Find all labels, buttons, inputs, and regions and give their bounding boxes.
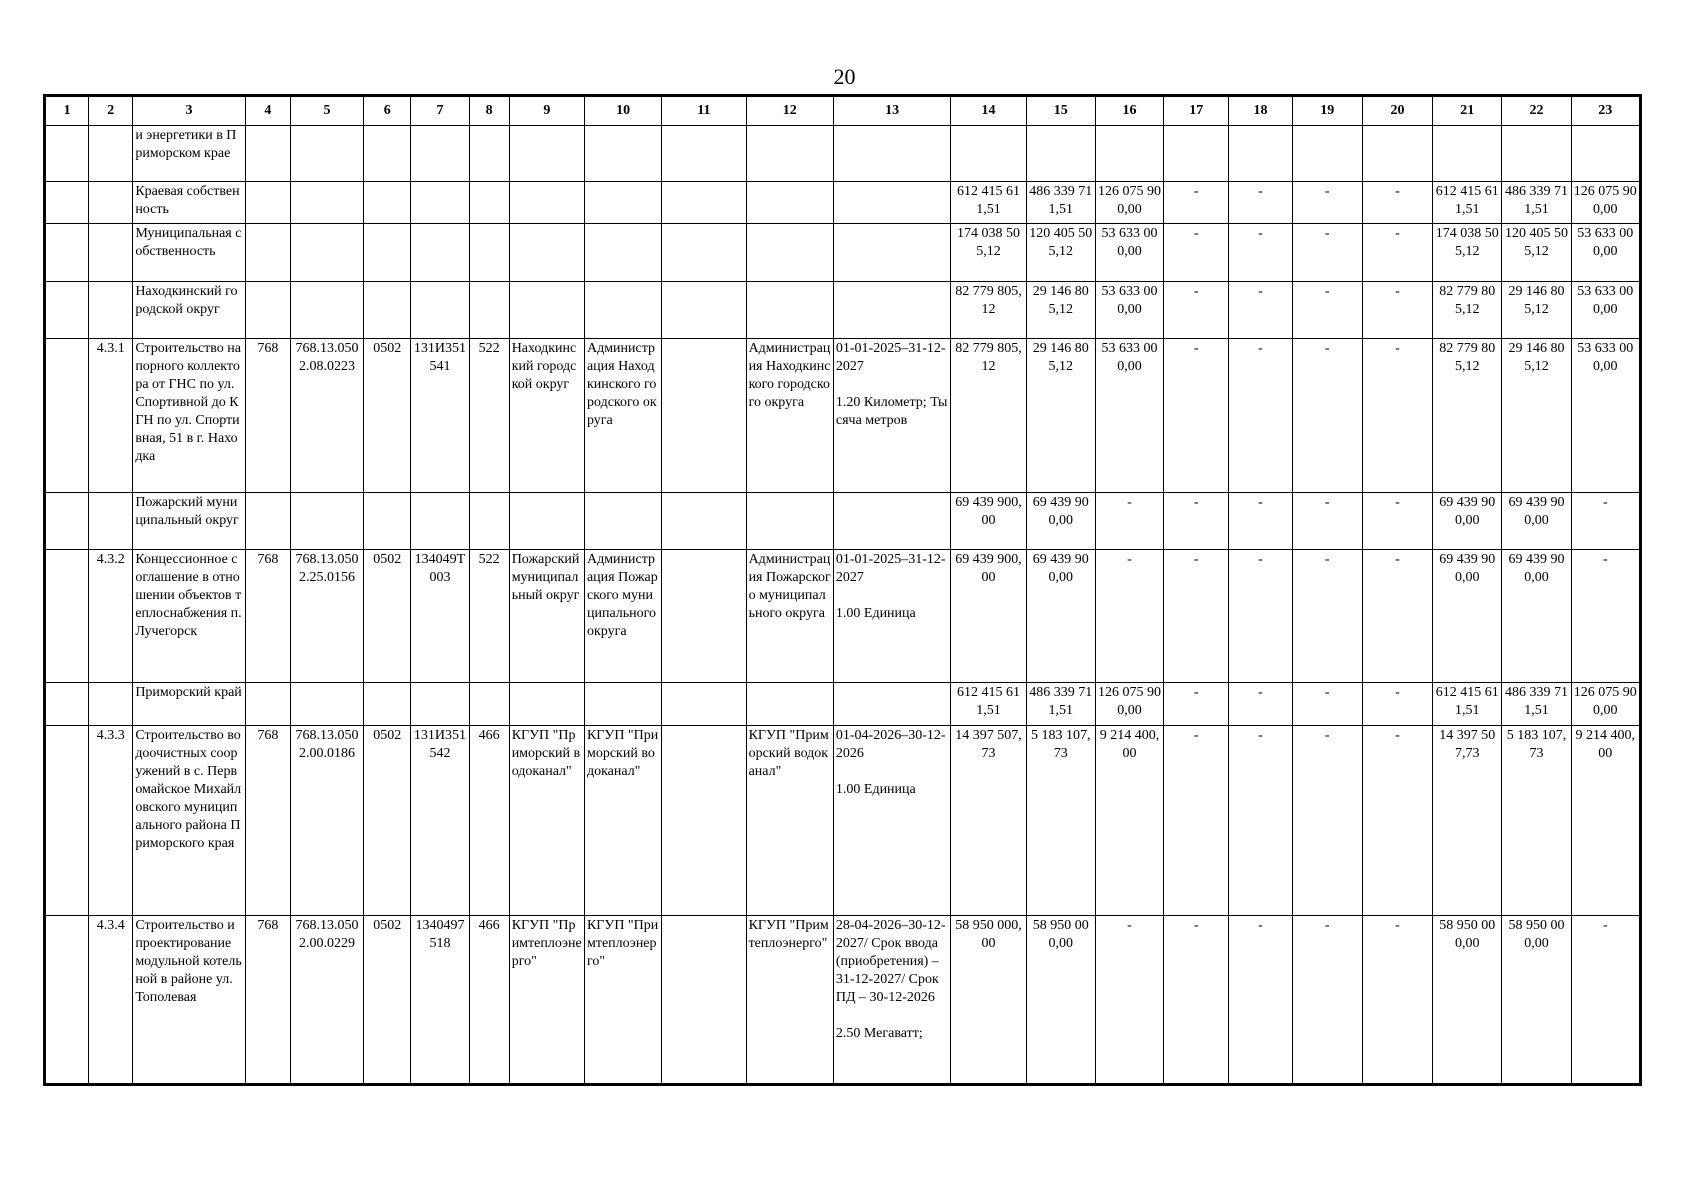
- cell-col-14: 14 397 507,73: [951, 725, 1026, 916]
- cell-col-17: [1164, 126, 1229, 182]
- column-header-22: 22: [1502, 96, 1571, 126]
- table-row: [45, 339, 1641, 493]
- cell-col-10: Администрация Находкинского городского округа: [584, 339, 661, 493]
- cell-col-18: -: [1229, 550, 1292, 683]
- cell-col-3: и энергетики в Приморском крае: [133, 126, 245, 182]
- cell-col-1: [45, 550, 89, 683]
- cell-col-12: [746, 126, 833, 182]
- cell-col-16: [1095, 126, 1163, 182]
- cell-col-19: -: [1292, 550, 1362, 683]
- cell-col-22: 58 950 000,00: [1502, 916, 1571, 1085]
- cell-col-23: -: [1571, 550, 1640, 683]
- cell-col-23: 126 075 900,00: [1571, 182, 1640, 224]
- cell-col-1: [45, 126, 89, 182]
- cell-col-13: 01-04-2026–30-12-2026 1.00 Единица: [833, 725, 950, 916]
- cell-col-4: 768: [245, 916, 290, 1085]
- column-header-10: 10: [584, 96, 661, 126]
- column-header-3: 3: [133, 96, 245, 126]
- cell-col-3: Концессионное соглашение в отношении объектов теплоснабжения п. Лучегорск: [133, 550, 245, 683]
- cell-col-7: 131И351541: [411, 339, 469, 493]
- column-header-7: 7: [411, 96, 469, 126]
- cell-col-4: [245, 182, 290, 224]
- cell-col-20: -: [1362, 339, 1432, 493]
- table-row: [45, 916, 1641, 1085]
- cell-col-1: [45, 224, 89, 281]
- cell-col-14: 58 950 000,00: [951, 916, 1026, 1085]
- column-header-13: 13: [833, 96, 950, 126]
- cell-col-19: -: [1292, 281, 1362, 338]
- cell-col-17: -: [1164, 550, 1229, 683]
- page-number: 20: [833, 64, 856, 89]
- cell-col-9: Пожарский муниципальный округ: [509, 550, 584, 683]
- cell-col-3: Пожарский муниципальный округ: [133, 492, 245, 549]
- cell-col-13: [833, 224, 950, 281]
- cell-col-4: [245, 683, 290, 725]
- cell-col-22: 29 146 805,12: [1502, 339, 1571, 493]
- cell-col-11: [662, 339, 746, 493]
- cell-col-8: [469, 281, 509, 338]
- cell-col-21: 69 439 900,00: [1433, 492, 1502, 549]
- table-row: [45, 182, 1641, 224]
- cell-col-23: 53 633 000,00: [1571, 339, 1640, 493]
- cell-col-19: -: [1292, 725, 1362, 916]
- cell-col-6: 0502: [364, 916, 411, 1085]
- cell-col-20: -: [1362, 224, 1432, 281]
- cell-col-18: -: [1229, 492, 1292, 549]
- table-row: [45, 281, 1641, 338]
- cell-col-7: [411, 182, 469, 224]
- cell-col-14: 69 439 900,00: [951, 492, 1026, 549]
- table-row: [45, 550, 1641, 683]
- cell-col-16: 53 633 000,00: [1095, 339, 1163, 493]
- cell-col-2: 4.3.3: [89, 725, 133, 916]
- cell-col-6: [364, 492, 411, 549]
- cell-col-3: Краевая собственность: [133, 182, 245, 224]
- cell-col-11: [662, 683, 746, 725]
- cell-col-3: Строительство напорного коллектора от ГНС по ул. Спортивной до КГН по ул. Спортивная, 51 в г. Находка: [133, 339, 245, 493]
- cell-col-6: 0502: [364, 725, 411, 916]
- cell-col-15: 58 950 000,00: [1026, 916, 1095, 1085]
- cell-col-1: [45, 182, 89, 224]
- table-row: [45, 725, 1641, 916]
- cell-col-13: 28-04-2026–30-12-2027/ Срок ввода (приобретения) – 31-12-2027/ Срок ПД – 30-12-2026 2.50 Мегаватт;: [833, 916, 950, 1085]
- cell-col-17: -: [1164, 182, 1229, 224]
- cell-col-15: 69 439 900,00: [1026, 492, 1095, 549]
- cell-col-4: 768: [245, 339, 290, 493]
- cell-col-11: [662, 550, 746, 683]
- column-header-18: 18: [1229, 96, 1292, 126]
- cell-col-4: [245, 492, 290, 549]
- cell-col-6: [364, 182, 411, 224]
- cell-col-10: [584, 492, 661, 549]
- cell-col-12: [746, 224, 833, 281]
- cell-col-19: -: [1292, 492, 1362, 549]
- cell-col-12: Администрация Находкинского городского округа: [746, 339, 833, 493]
- cell-col-21: 58 950 000,00: [1433, 916, 1502, 1085]
- cell-col-2: [89, 281, 133, 338]
- cell-col-16: 9 214 400,00: [1095, 725, 1163, 916]
- cell-col-5: [290, 126, 363, 182]
- cell-col-9: Находкинский городской округ: [509, 339, 584, 493]
- cell-col-3: Приморский край: [133, 683, 245, 725]
- cell-col-13: [833, 492, 950, 549]
- cell-col-7: 1340497518: [411, 916, 469, 1085]
- cell-col-7: [411, 683, 469, 725]
- cell-col-23: 53 633 000,00: [1571, 224, 1640, 281]
- cell-col-17: -: [1164, 683, 1229, 725]
- cell-col-22: 29 146 805,12: [1502, 281, 1571, 338]
- cell-col-1: [45, 339, 89, 493]
- column-header-23: 23: [1571, 96, 1640, 126]
- cell-col-8: 522: [469, 550, 509, 683]
- cell-col-11: [662, 492, 746, 549]
- cell-col-2: [89, 224, 133, 281]
- cell-col-10: КГУП "Приморский водоканал": [584, 725, 661, 916]
- column-header-16: 16: [1095, 96, 1163, 126]
- column-header-12: 12: [746, 96, 833, 126]
- cell-col-7: [411, 281, 469, 338]
- cell-col-17: -: [1164, 339, 1229, 493]
- cell-col-2: 4.3.2: [89, 550, 133, 683]
- cell-col-16: -: [1095, 550, 1163, 683]
- cell-col-4: 768: [245, 550, 290, 683]
- cell-col-5: 768.13.0502.00.0186: [290, 725, 363, 916]
- cell-col-8: [469, 126, 509, 182]
- cell-col-1: [45, 492, 89, 549]
- cell-col-19: -: [1292, 339, 1362, 493]
- table-row: [45, 683, 1641, 725]
- cell-col-9: [509, 126, 584, 182]
- cell-col-5: 768.13.0502.08.0223: [290, 339, 363, 493]
- cell-col-8: [469, 182, 509, 224]
- cell-col-18: -: [1229, 725, 1292, 916]
- cell-col-6: [364, 683, 411, 725]
- cell-col-17: -: [1164, 725, 1229, 916]
- cell-col-22: [1502, 126, 1571, 182]
- cell-col-10: [584, 281, 661, 338]
- column-header-1: 1: [45, 96, 89, 126]
- cell-col-15: 486 339 711,51: [1026, 182, 1095, 224]
- cell-col-16: -: [1095, 916, 1163, 1085]
- table-row: [45, 126, 1641, 182]
- cell-col-20: -: [1362, 550, 1432, 683]
- cell-col-18: -: [1229, 339, 1292, 493]
- cell-col-5: [290, 182, 363, 224]
- cell-col-18: -: [1229, 182, 1292, 224]
- cell-col-14: 612 415 611,51: [951, 182, 1026, 224]
- cell-col-6: [364, 126, 411, 182]
- cell-col-15: 120 405 505,12: [1026, 224, 1095, 281]
- column-header-20: 20: [1362, 96, 1432, 126]
- cell-col-6: [364, 224, 411, 281]
- cell-col-1: [45, 281, 89, 338]
- cell-col-21: 174 038 505,12: [1433, 224, 1502, 281]
- cell-col-2: [89, 492, 133, 549]
- cell-col-23: 126 075 900,00: [1571, 683, 1640, 725]
- cell-col-16: 126 075 900,00: [1095, 182, 1163, 224]
- cell-col-3: Строительство и проектирование модульной котельной в районе ул. Тополевая: [133, 916, 245, 1085]
- cell-col-12: [746, 492, 833, 549]
- cell-col-1: [45, 725, 89, 916]
- cell-col-14: 69 439 900,00: [951, 550, 1026, 683]
- cell-col-13: [833, 683, 950, 725]
- cell-col-5: [290, 281, 363, 338]
- cell-col-3: Находкинский городской округ: [133, 281, 245, 338]
- column-header-8: 8: [469, 96, 509, 126]
- cell-col-8: [469, 224, 509, 281]
- cell-col-15: [1026, 126, 1095, 182]
- cell-col-23: 9 214 400,00: [1571, 725, 1640, 916]
- cell-col-11: [662, 224, 746, 281]
- cell-col-4: [245, 281, 290, 338]
- cell-col-2: [89, 126, 133, 182]
- cell-col-19: -: [1292, 224, 1362, 281]
- cell-col-7: [411, 224, 469, 281]
- column-header-2: 2: [89, 96, 133, 126]
- cell-col-9: [509, 492, 584, 549]
- cell-col-10: КГУП "Примтеплоэнерго": [584, 916, 661, 1085]
- cell-col-19: -: [1292, 683, 1362, 725]
- cell-col-21: 82 779 805,12: [1433, 281, 1502, 338]
- cell-col-14: 174 038 505,12: [951, 224, 1026, 281]
- column-header-6: 6: [364, 96, 411, 126]
- cell-col-22: 69 439 900,00: [1502, 550, 1571, 683]
- cell-col-8: 466: [469, 916, 509, 1085]
- cell-col-6: 0502: [364, 550, 411, 683]
- cell-col-6: [364, 281, 411, 338]
- cell-col-18: -: [1229, 224, 1292, 281]
- cell-col-12: КГУП "Приморский водоканал": [746, 725, 833, 916]
- cell-col-22: 120 405 505,12: [1502, 224, 1571, 281]
- cell-col-14: 612 415 611,51: [951, 683, 1026, 725]
- cell-col-19: [1292, 126, 1362, 182]
- cell-col-13: [833, 182, 950, 224]
- cell-col-10: [584, 126, 661, 182]
- column-header-19: 19: [1292, 96, 1362, 126]
- cell-col-22: 69 439 900,00: [1502, 492, 1571, 549]
- cell-col-21: 69 439 900,00: [1433, 550, 1502, 683]
- cell-col-21: 82 779 805,12: [1433, 339, 1502, 493]
- cell-col-10: [584, 683, 661, 725]
- cell-col-9: [509, 683, 584, 725]
- cell-col-8: [469, 683, 509, 725]
- cell-col-15: 69 439 900,00: [1026, 550, 1095, 683]
- table-row: [45, 492, 1641, 549]
- cell-col-20: -: [1362, 492, 1432, 549]
- cell-col-5: [290, 492, 363, 549]
- cell-col-22: 486 339 711,51: [1502, 683, 1571, 725]
- cell-col-12: [746, 281, 833, 338]
- cell-col-9: [509, 224, 584, 281]
- cell-col-4: 768: [245, 725, 290, 916]
- cell-col-15: 29 146 805,12: [1026, 281, 1095, 338]
- cell-col-15: 486 339 711,51: [1026, 683, 1095, 725]
- table-row: [45, 224, 1641, 281]
- cell-col-23: -: [1571, 492, 1640, 549]
- header-row: [45, 96, 1641, 126]
- cell-col-16: -: [1095, 492, 1163, 549]
- cell-col-21: 612 415 611,51: [1433, 683, 1502, 725]
- cell-col-16: 53 633 000,00: [1095, 281, 1163, 338]
- cell-col-13: [833, 126, 950, 182]
- cell-col-6: 0502: [364, 339, 411, 493]
- cell-col-9: КГУП "Примтеплоэнерго": [509, 916, 584, 1085]
- cell-col-11: [662, 725, 746, 916]
- cell-col-21: 14 397 507,73: [1433, 725, 1502, 916]
- cell-col-22: 5 183 107,73: [1502, 725, 1571, 916]
- cell-col-20: -: [1362, 182, 1432, 224]
- cell-col-1: [45, 683, 89, 725]
- cell-col-8: 466: [469, 725, 509, 916]
- cell-col-14: 82 779 805,12: [951, 281, 1026, 338]
- cell-col-9: [509, 281, 584, 338]
- column-header-17: 17: [1164, 96, 1229, 126]
- cell-col-17: -: [1164, 224, 1229, 281]
- cell-col-17: -: [1164, 492, 1229, 549]
- column-header-14: 14: [951, 96, 1026, 126]
- cell-col-7: 134049Т003: [411, 550, 469, 683]
- cell-col-7: 131И351542: [411, 725, 469, 916]
- cell-col-19: -: [1292, 182, 1362, 224]
- cell-col-1: [45, 916, 89, 1085]
- cell-col-15: 5 183 107,73: [1026, 725, 1095, 916]
- cell-col-13: 01-01-2025–31-12-2027 1.00 Единица: [833, 550, 950, 683]
- column-header-11: 11: [662, 96, 746, 126]
- cell-col-3: Муниципальная собственность: [133, 224, 245, 281]
- cell-col-11: [662, 182, 746, 224]
- column-header-4: 4: [245, 96, 290, 126]
- program-table: [43, 94, 1642, 1086]
- cell-col-10: Администрация Пожарского муниципального округа: [584, 550, 661, 683]
- cell-col-2: 4.3.1: [89, 339, 133, 493]
- cell-col-23: -: [1571, 916, 1640, 1085]
- cell-col-17: -: [1164, 281, 1229, 338]
- cell-col-18: -: [1229, 916, 1292, 1085]
- cell-col-14: [951, 126, 1026, 182]
- column-header-9: 9: [509, 96, 584, 126]
- cell-col-4: [245, 224, 290, 281]
- cell-col-14: 82 779 805,12: [951, 339, 1026, 493]
- cell-col-16: 53 633 000,00: [1095, 224, 1163, 281]
- cell-col-20: -: [1362, 725, 1432, 916]
- cell-col-10: [584, 224, 661, 281]
- cell-col-18: -: [1229, 683, 1292, 725]
- cell-col-11: [662, 916, 746, 1085]
- cell-col-5: 768.13.0502.00.0229: [290, 916, 363, 1085]
- cell-col-4: [245, 126, 290, 182]
- cell-col-15: 29 146 805,12: [1026, 339, 1095, 493]
- cell-col-5: 768.13.0502.25.0156: [290, 550, 363, 683]
- cell-col-7: [411, 492, 469, 549]
- table-body: [45, 126, 1641, 1085]
- cell-col-12: Администрация Пожарского муниципального округа: [746, 550, 833, 683]
- cell-col-5: [290, 683, 363, 725]
- column-header-21: 21: [1433, 96, 1502, 126]
- cell-col-20: -: [1362, 916, 1432, 1085]
- cell-col-18: [1229, 126, 1292, 182]
- cell-col-18: -: [1229, 281, 1292, 338]
- cell-col-19: -: [1292, 916, 1362, 1085]
- cell-col-9: [509, 182, 584, 224]
- cell-col-16: 126 075 900,00: [1095, 683, 1163, 725]
- cell-col-23: [1571, 126, 1640, 182]
- cell-col-20: [1362, 126, 1432, 182]
- column-header-5: 5: [290, 96, 363, 126]
- cell-col-20: -: [1362, 683, 1432, 725]
- cell-col-3: Строительство водоочистных сооружений в с. Первомайское Михайловского муниципального района Приморского края: [133, 725, 245, 916]
- cell-col-11: [662, 281, 746, 338]
- cell-col-9: КГУП "Приморский водоканал": [509, 725, 584, 916]
- cell-col-22: 486 339 711,51: [1502, 182, 1571, 224]
- column-header-15: 15: [1026, 96, 1095, 126]
- cell-col-12: [746, 683, 833, 725]
- cell-col-10: [584, 182, 661, 224]
- cell-col-13: [833, 281, 950, 338]
- cell-col-20: -: [1362, 281, 1432, 338]
- cell-col-21: 612 415 611,51: [1433, 182, 1502, 224]
- cell-col-23: 53 633 000,00: [1571, 281, 1640, 338]
- cell-col-11: [662, 126, 746, 182]
- cell-col-2: 4.3.4: [89, 916, 133, 1085]
- cell-col-2: [89, 683, 133, 725]
- cell-col-7: [411, 126, 469, 182]
- cell-col-17: -: [1164, 916, 1229, 1085]
- cell-col-21: [1433, 126, 1502, 182]
- cell-col-8: [469, 492, 509, 549]
- cell-col-5: [290, 224, 363, 281]
- cell-col-12: [746, 182, 833, 224]
- cell-col-2: [89, 182, 133, 224]
- cell-col-8: 522: [469, 339, 509, 493]
- cell-col-13: 01-01-2025–31-12-2027 1.20 Километр; Тысяча метров: [833, 339, 950, 493]
- cell-col-12: КГУП "Примтеплоэнерго": [746, 916, 833, 1085]
